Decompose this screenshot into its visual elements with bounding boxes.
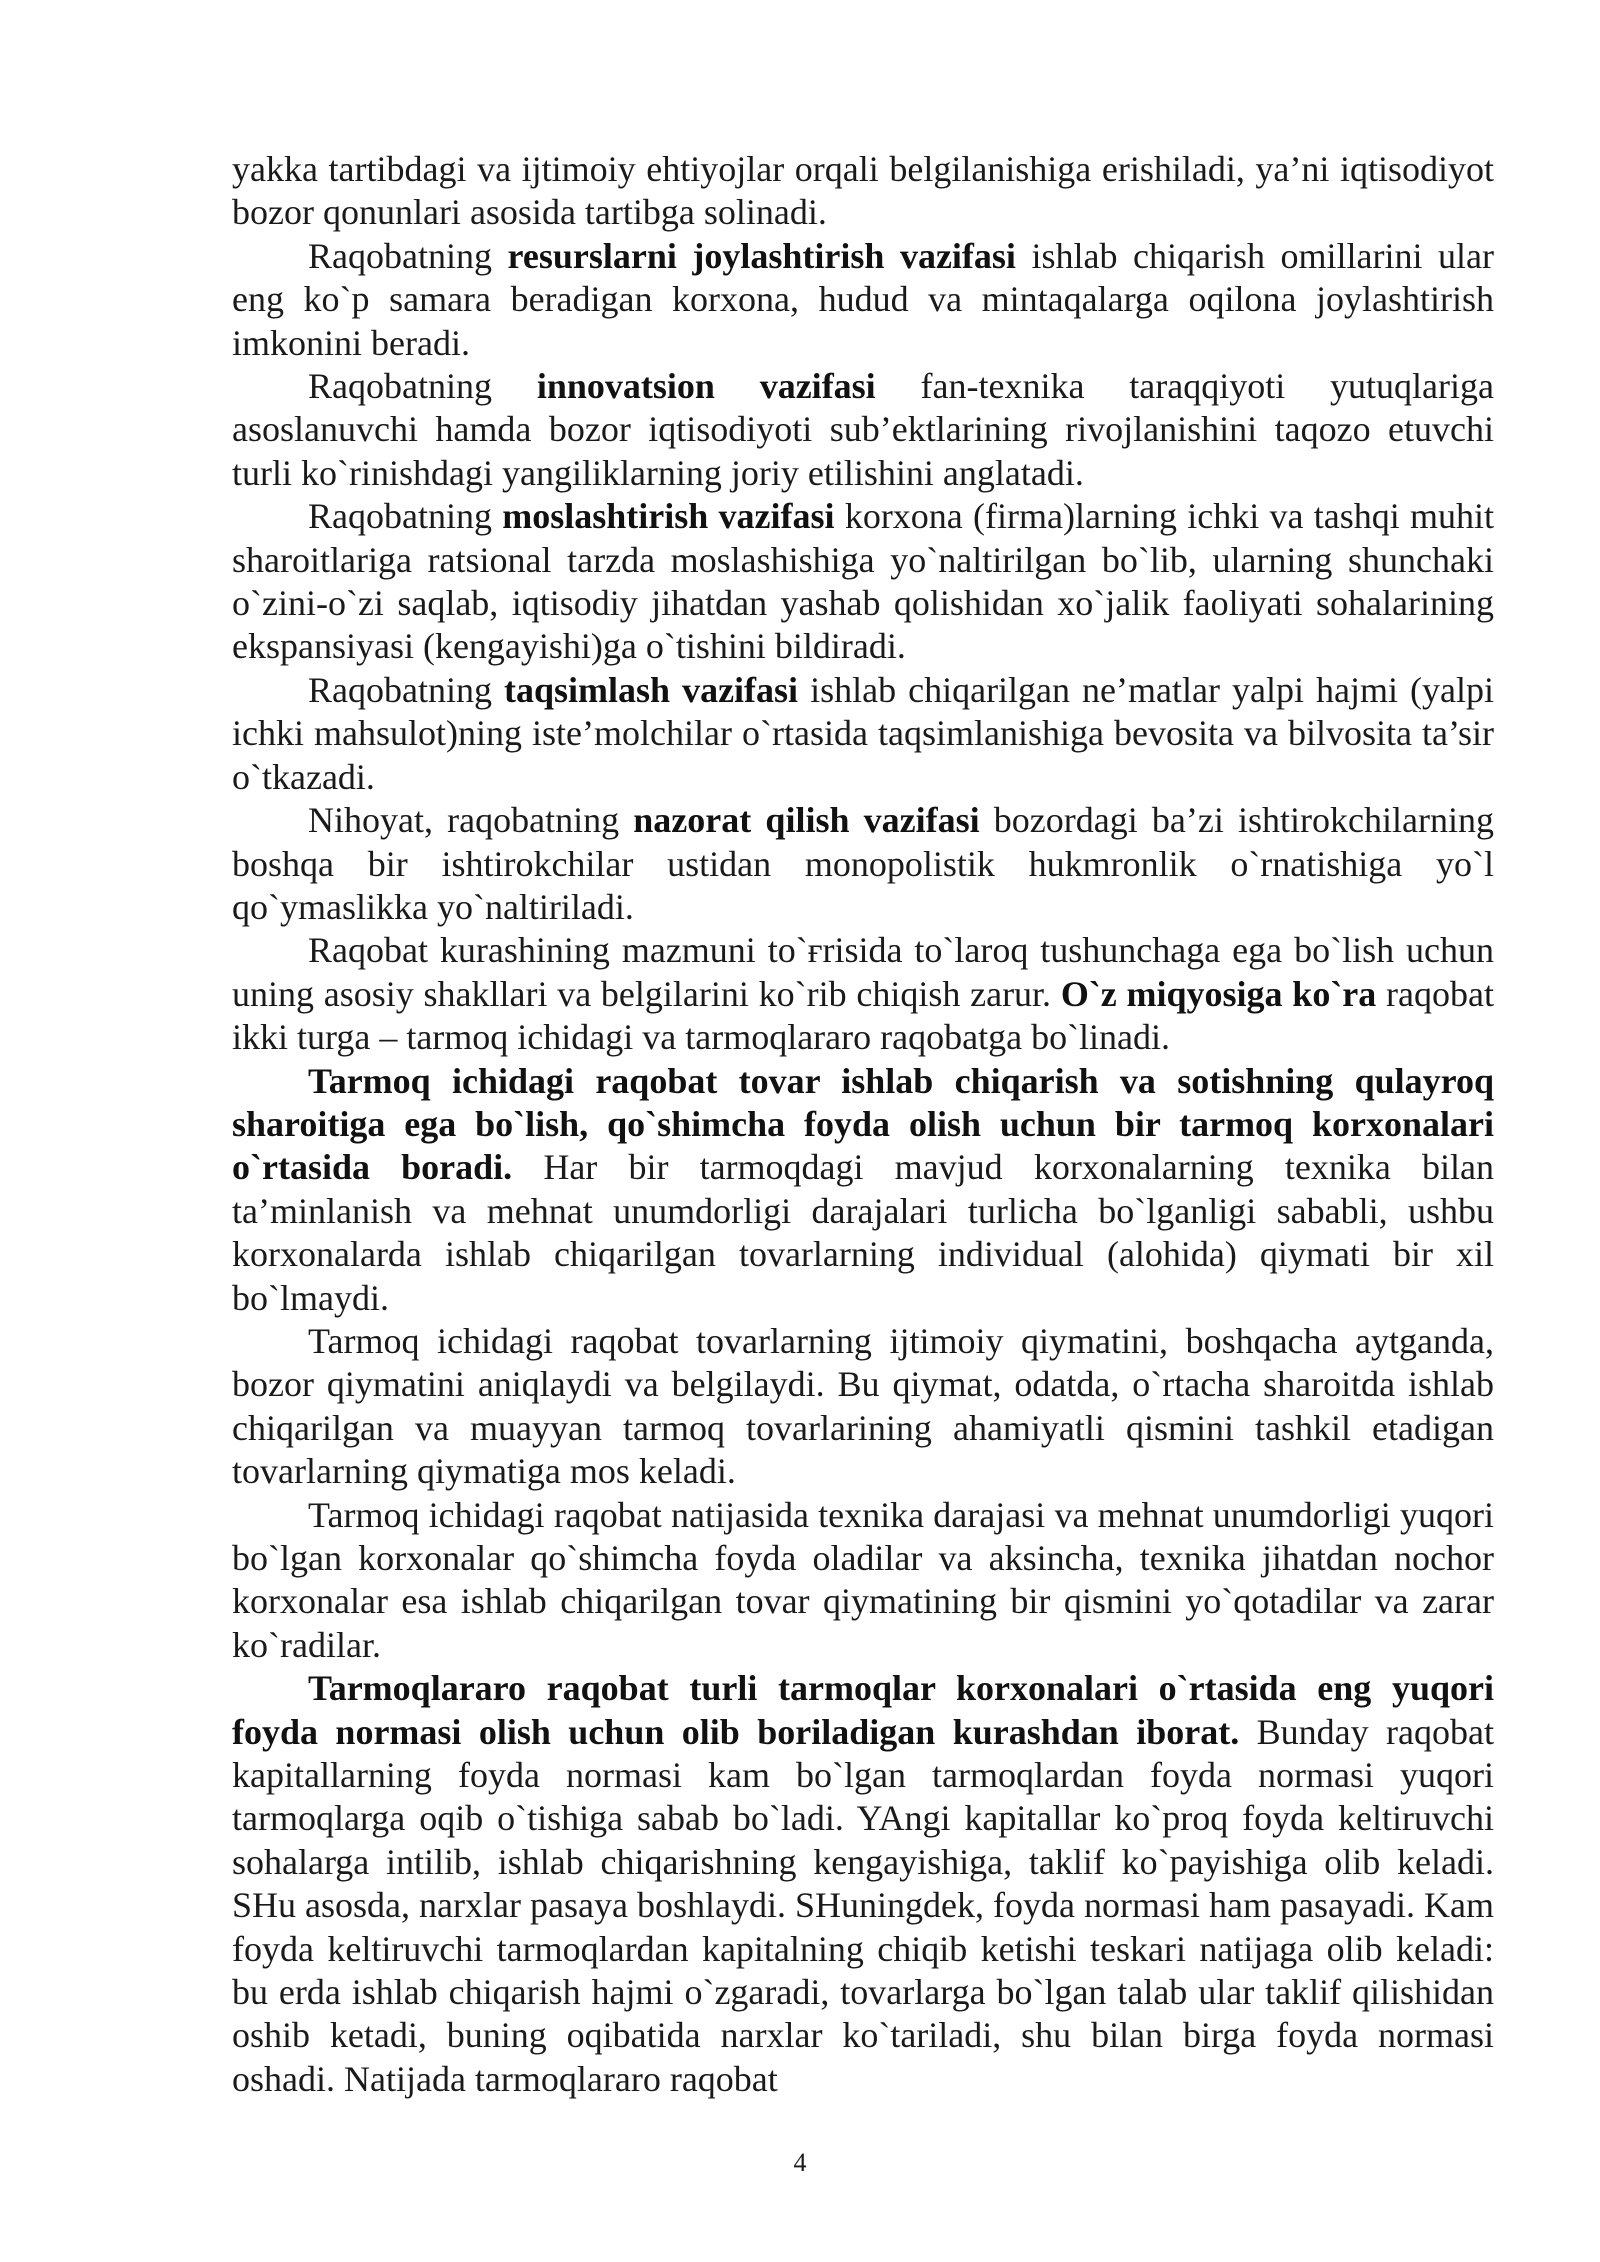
paragraph	[232, 799, 1494, 929]
page-number: 4	[793, 2148, 807, 2177]
text-run: fan-texnika taraqqiyoti yutuqlariga asoslanuvchi hamda bozor iqtisodiyoti sub’ektlarining rivojlanishini taqozo etuvchi turli ko`rinishdagi yangiliklarning joriy etilishini anglatadi.	[232, 366, 1494, 493]
paragraph	[232, 148, 1494, 235]
text-run: ishlab chiqarilgan ne’matlar yalpi hajmi (yalpi ichki mahsulot)ning iste’molchilar o`rtasida taqsimlanishiga bevosita va bilvosita ta’sir o`tkazadi.	[232, 669, 1494, 797]
paragraph	[232, 1060, 1494, 1320]
bold-term: Tarmoq ichidagi raqobat tovar ishlab chiqarish va sotishning qulayroq sharoitiga ega bo`lish, qo`shimcha foyda olish uchun bir tarmoq korxonalari o`rtasida boradi.	[232, 1060, 1494, 1188]
bold-term: O`z miqyosiga ko`ra	[1060, 973, 1377, 1014]
bold-term: Tarmoqlararo raqobat turli tarmoqlar korxonalari o`rtasida eng yuqori foyda normasi olish uchun olib boriladigan kurashdan iborat.	[232, 1668, 1494, 1752]
document-body	[232, 148, 1494, 2101]
bold-term: taqsimlash vazifasi	[504, 669, 799, 710]
paragraph	[232, 365, 1494, 495]
bold-term: resurslarni joylashtirish vazifasi	[507, 235, 1016, 276]
text-run: raqobat ikki turga – tarmoq ichidagi va tarmoqlararo raqobatga bo`linadi.	[232, 973, 1494, 1058]
paragraph	[232, 495, 1494, 669]
paragraph	[232, 1320, 1494, 1494]
text-run: Tarmoq ichidagi raqobat natijasida texnika darajasi va mehnat unumdorligi yuqori bo`lgan korxonalar qo`shimcha foyda oladilar va aksincha, texnika jihatdan nochor korxonalar esa ishlab chiqarilgan tovar qiymatining bir qismini yo`qotadilar va zarar ko`radilar.	[232, 1494, 1494, 1665]
paragraph	[232, 235, 1494, 365]
text-run: Raqobat kurashining mazmuni to`ғrisida to`laroq tushunchaga ega bo`lish uchun uning asosiy shakllari va belgilarini ko`rib chiqish zarur.	[232, 930, 1494, 1014]
paragraph	[232, 1667, 1494, 2101]
text-run: Nihoyat, raqobatning	[308, 800, 634, 841]
text-run: Raqobatning	[308, 235, 508, 276]
text-run: Raqobatning	[308, 496, 503, 537]
text-run: Raqobatning	[308, 669, 504, 710]
bold-term: innovatsion vazifasi	[536, 366, 876, 407]
bold-term: moslashtirish vazifasi	[502, 496, 835, 537]
paragraph	[232, 929, 1494, 1059]
text-run: yakka tartibdagi va ijtimoiy ehtiyojlar orqali belgilanishiga erishiladi, ya’ni iqtisodiyot bozor qonunlari asosida tartibga solinadi.	[232, 149, 1494, 233]
text-run: Bunday raqobat kapitallarning foyda normasi kam bo`lgan tarmoqlardan foyda normasi yuqori tarmoqlarga oqib o`tishiga sabab bo`ladi. YAngi kapitallar ko`proq foyda keltiruvchi sohalarga intilib, ishlab chiqarishning kengayishiga, taklif ko`payishiga olib keladi. SHu asosda, narxlar pasaya boshlaydi. SHuningdek, foyda normasi ham pasayadi. Kam foyda keltiruvchi tarmoqlardan kapitalning chiqib ketishi teskari natijaga olib keladi: bu erda ishlab chiqarish hajmi o`zgaradi, tovarlarga bo`lgan talab ular taklif qilishidan oshib ketadi, buning oqibatida narxlar ko`tariladi, shu bilan birga foyda normasi oshadi. Natijada tarmoqlararo raqobat	[232, 1711, 1494, 2099]
paragraph	[232, 669, 1494, 799]
text-run: Tarmoq ichidagi raqobat tovarlarning ijtimoiy qiymatini, boshqacha aytganda, bozor qiymatini aniqlaydi va belgilaydi. Bu qiymat, odatda, o`rtacha sharoitda ishlab chiqarilgan va muayyan tarmoq tovarlarining ahamiyatli qismini tashkil etadigan tovarlarning qiymatiga mos keladi.	[232, 1320, 1494, 1492]
text-run: korxona (firma)larning ichki va tashqi muhit sharoitlariga ratsional tarzda moslashishiga yo`naltirilgan bo`lib, ularning shunchaki o`zini-o`zi saqlab, iqtisodiy jihatdan yashab qolishidan xo`jalik faoliyati sohalarining ekspansiyasi (kengayishi)ga o`tishini bildiradi.	[232, 496, 1494, 667]
bold-term: nazorat qilish vazifasi	[633, 800, 980, 841]
text-run: Raqobatning	[308, 366, 537, 407]
paragraph	[232, 1494, 1494, 1668]
text-run: bozordagi ba’zi ishtirokchilarning boshqa bir ishtirokchilar ustidan monopolistik hukmronlik o`rnatishiga yo`l qo`ymaslikka yo`naltiriladi.	[232, 800, 1494, 927]
text-run: ishlab chiqarish omillarini ular eng ko`p samara beradigan korxona, hudud va mintaqalarga oqilona joylashtirish imkonini beradi.	[232, 235, 1494, 363]
text-run: Har bir tarmoqdagi mavjud korxonalarning texnika bilan ta’minlanish va mehnat unumdorligi darajalari turlicha bo`lganligi sababli, ushbu korxonalarda ishlab chiqarilgan tovarlarning individual (alohida) qiymati bir xil bo`lmaydi.	[232, 1147, 1494, 1318]
